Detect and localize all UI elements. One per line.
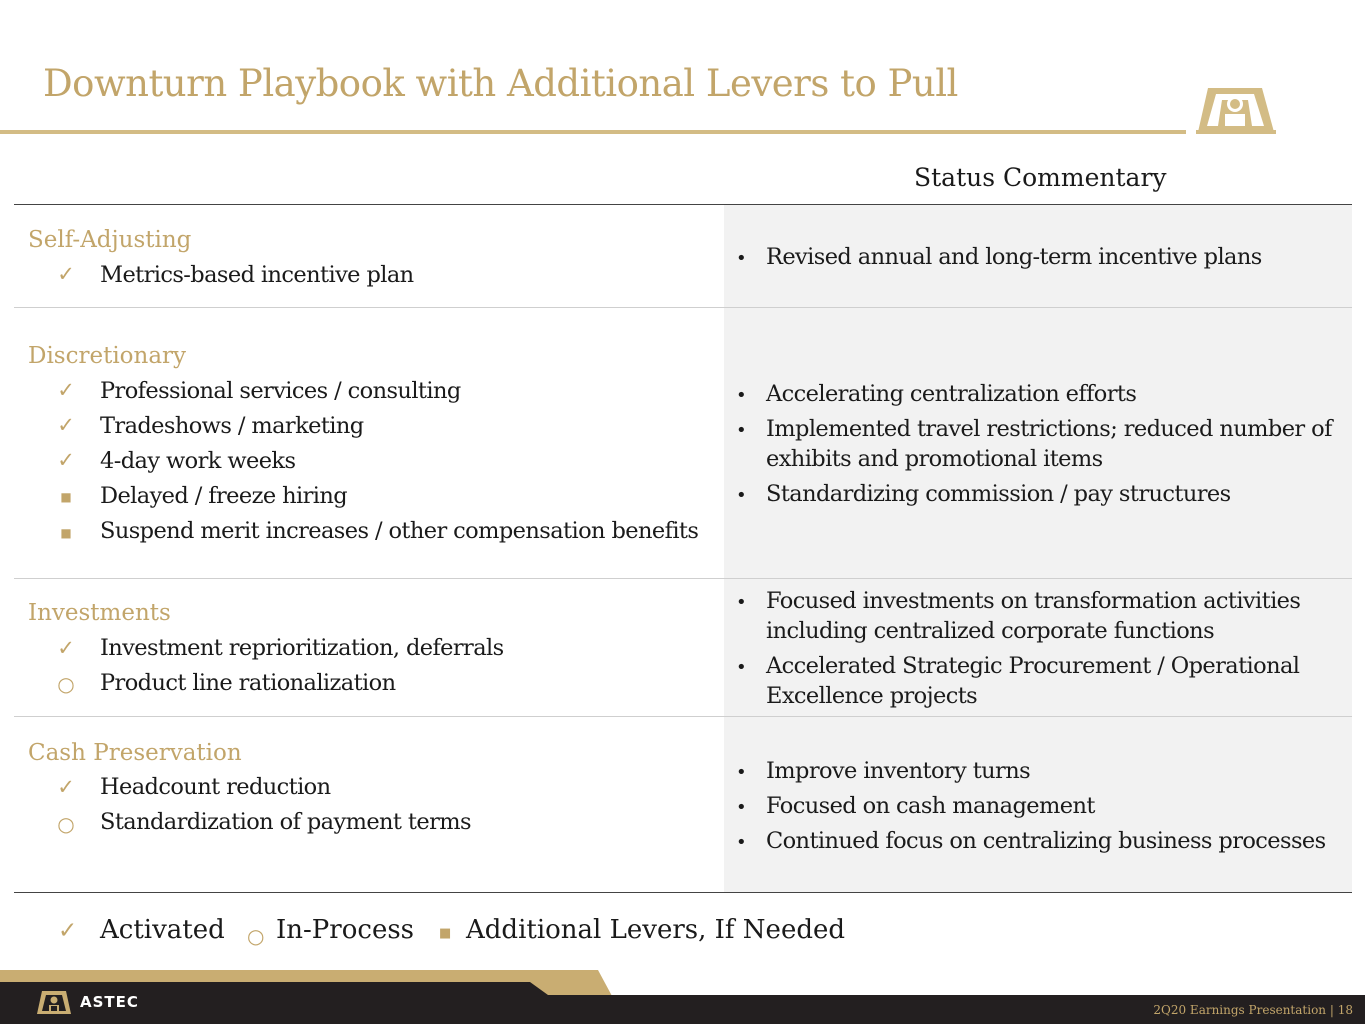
- checkmark-icon: ✓: [57, 775, 75, 799]
- commentary-item-continued: exhibits and promotional items: [766, 446, 1103, 472]
- page-number: 18: [1337, 1003, 1353, 1017]
- lever-item: Suspend merit increases / other compensation benefits: [100, 518, 699, 544]
- lever-item: Tradeshows / marketing: [100, 413, 364, 439]
- commentary-item: Focused on cash management: [766, 793, 1095, 819]
- bullet-icon: •: [736, 762, 747, 783]
- footer-brand: ASTEC: [80, 993, 139, 1011]
- commentary-item: Implemented travel restrictions; reduced number of: [766, 416, 1332, 442]
- lever-item: Metrics-based incentive plan: [100, 262, 414, 288]
- status-commentary-header: Status Commentary: [914, 163, 1167, 192]
- square-bullet-icon: ■: [60, 526, 72, 540]
- circle-bullet-icon: ○: [57, 672, 75, 696]
- commentary-item: Standardizing commission / pay structures: [766, 481, 1231, 507]
- section-divider: [14, 307, 1352, 308]
- section-title-discretionary: Discretionary: [28, 343, 187, 369]
- legend-in-process: In-Process: [276, 915, 415, 945]
- section-divider: [14, 578, 1352, 579]
- checkmark-icon: ✓: [57, 413, 75, 437]
- lever-item: Delayed / freeze hiring: [100, 483, 348, 509]
- lever-item: Professional services / consulting: [100, 378, 461, 404]
- commentary-item: Focused investments on transformation activities: [766, 588, 1301, 614]
- legend-circle-icon: ○: [247, 924, 265, 948]
- page-title: Downturn Playbook with Additional Levers to Pull: [43, 62, 958, 105]
- section-title-cash-preservation: Cash Preservation: [28, 740, 242, 766]
- bullet-icon: •: [736, 797, 747, 818]
- astec-logo-icon: [1196, 86, 1276, 136]
- lever-item: Standardization of payment terms: [100, 809, 471, 835]
- legend-additional: Additional Levers, If Needed: [466, 915, 846, 945]
- bullet-icon: •: [736, 592, 747, 613]
- bullet-icon: •: [736, 832, 747, 853]
- checkmark-icon: ✓: [57, 378, 75, 402]
- lever-item: Product line rationalization: [100, 670, 396, 696]
- commentary-panel: [724, 205, 1352, 892]
- bullet-icon: •: [736, 657, 747, 678]
- commentary-item: Accelerating centralization efforts: [766, 381, 1137, 407]
- legend-activated: Activated: [100, 915, 225, 945]
- table-bottom-rule: [14, 892, 1352, 893]
- section-title-investments: Investments: [28, 600, 171, 626]
- commentary-item: Accelerated Strategic Procurement / Operational: [766, 653, 1300, 679]
- section-title-self-adjusting: Self-Adjusting: [28, 227, 192, 253]
- checkmark-icon: ✓: [57, 448, 75, 472]
- legend-square-icon: ■: [439, 926, 452, 941]
- commentary-item: Improve inventory turns: [766, 758, 1031, 784]
- commentary-item: Revised annual and long-term incentive plans: [766, 244, 1262, 270]
- section-divider: [14, 716, 1352, 717]
- astec-footer-logo-icon: [36, 990, 72, 1016]
- circle-bullet-icon: ○: [57, 812, 75, 836]
- title-divider: [0, 130, 1186, 134]
- lever-item: Investment reprioritization, deferrals: [100, 635, 504, 661]
- lever-item: Headcount reduction: [100, 774, 331, 800]
- commentary-item-continued: Excellence projects: [766, 683, 978, 709]
- legend-checkmark-icon: ✓: [58, 918, 78, 944]
- commentary-item-continued: including centralized corporate functions: [766, 618, 1215, 644]
- bullet-icon: •: [736, 385, 747, 406]
- bullet-icon: •: [736, 420, 747, 441]
- checkmark-icon: ✓: [57, 636, 75, 660]
- presentation-name: 2Q20 Earnings Presentation |: [1153, 1003, 1334, 1017]
- footer-presentation-label: [1153, 1003, 1353, 1017]
- bullet-icon: •: [736, 485, 747, 506]
- bullet-icon: •: [736, 248, 747, 269]
- checkmark-icon: ✓: [57, 262, 75, 286]
- square-bullet-icon: ■: [60, 490, 72, 504]
- lever-item: 4-day work weeks: [100, 448, 296, 474]
- commentary-item: Continued focus on centralizing business processes: [766, 828, 1326, 854]
